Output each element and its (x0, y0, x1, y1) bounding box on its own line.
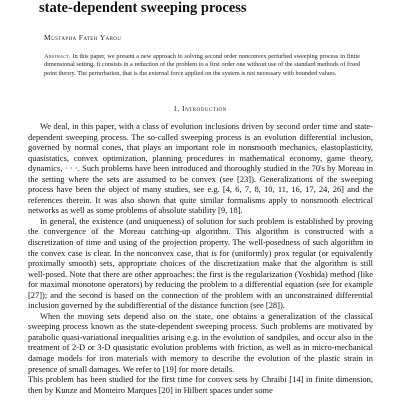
body-paragraph-4: This problem has been studied for the first time for convex sets by Chraibi [14] in finite dimension, then by Kunze and Monteiro Marques [20] in Hilbert spaces under some (28, 374, 373, 395)
author-name: Mustapha Fateh Yarou (44, 33, 122, 42)
abstract (44, 53, 360, 78)
section-heading-introduction: 1. Introduction (173, 104, 227, 113)
body-text (28, 121, 373, 395)
abstract-label: Abstract. (44, 53, 71, 60)
body-paragraph-2: In general, the existence (and uniqueness) of solution for such problem is established by proving the convergence of the Moreau catching-up algorithm. This algorithm is constructed with a discretization of time and using of the projection property. The well-posedness of such algorithm in the convex case is clear. In the nonconvex case, that is for (uniformly) prox regular (or equivalently proximally smooth) sets, appropriate choices of the discretization make that the algorithm is still well-posed. Note that there are other approaches: the first is the regularization (Yoshida) method (like for maximal monotone operators) by reducing the problem to a differential equation (see for example [27]); and the second is based on the connection of the problem with an unconstrained differential inclusion governed by the subdifferential of the distance function (see [28]). (28, 215, 373, 311)
body-paragraph-3: When the moving sets depend also on the state, one obtains a generalization of the classical sweeping process known as the state-dependent sweeping process. Such problems are motivated by parabolic quasi-variational inequalities arising e.g. in the evolution of sandpiles, and occur also in the treatment of 2-D or 3-D quasistatic evolution problems with friction, as well as in micro-mechanical damage models for iron materials with memory to describe the evolution of the plastic strain in presence of small damages. We refer to [19] for more details. (28, 310, 373, 374)
paper-title (39, 2, 400, 17)
body-paragraph-1: We deal, in this paper, with a class of evolution inclusions driven by second order time and state-dependent sweeping process. The so-called sweeping process is an evolution differential inclusion, governed by normal cones, that plays an important role in nonsmooth mechanics, elastoplasticity, quasistatics, convex optimization, planning procedures in mathematical economy, game theory, dynamics, · · ·. Such problems have been introduced and thoroughly studied in the 70's by Moreau in the setting where the sets are assumed to be convex (see [23]). Generalizations of the sweeping process have been the object of many studies, see e.g. [4, 6, 7, 8, 10, 11, 16, 17, 24, 26] and the references therein. It was also shown that quite similar formalisms apply to nonsmooth electrical networks as well as some problems of absolute stability [9, 18]. (28, 121, 373, 216)
abstract-text: In this paper, we present a new approach to solving second order nonconvex perturbed sweeping process in finite dimensional setting. It consists in a reduction of the problem to a first order one without use of the standard methods of fixed point theory. The perturbation, that is the external force applied on the system is not necessary with bounded values. (44, 53, 360, 77)
paper-title-line: state-dependent sweeping process (39, 0, 247, 16)
